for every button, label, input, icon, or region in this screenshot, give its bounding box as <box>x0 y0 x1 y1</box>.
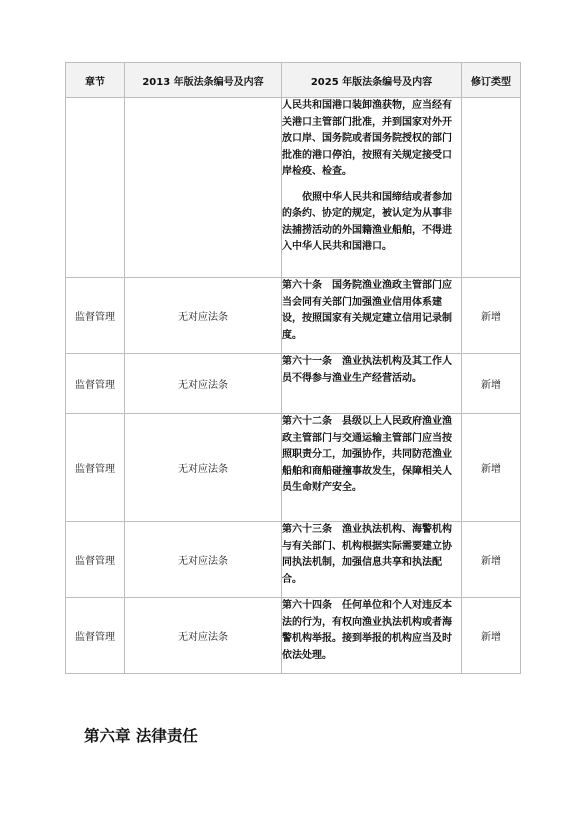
chapter-cell <box>66 98 125 278</box>
old-article-cell <box>125 98 282 278</box>
header-2025-article: 2025 年版法条编号及内容 <box>282 63 462 98</box>
table-row <box>66 98 521 278</box>
article-paragraph: 第六十条 国务院渔业渔政主管部门应当会同有关部门加强渔业信用体系建设，按照国家有关规定建立信用记录制度。 <box>282 280 452 341</box>
header-revision-type: 修订类型 <box>462 63 521 98</box>
table-header-row <box>66 63 521 98</box>
old-article-cell: 无对应法条 <box>125 598 282 674</box>
new-article-cell <box>282 278 462 354</box>
article-paragraph: 第六十四条 任何单位和个人对违反本法的行为，有权向渔业执法机构或者海警机构举报。接到举报的机构应当及时依法处理。 <box>282 600 452 661</box>
old-article-cell: 无对应法条 <box>125 522 282 598</box>
comparison-table <box>65 62 521 674</box>
header-chapter: 章节 <box>66 63 125 98</box>
article-paragraph: 人民共和国港口装卸渔获物，应当经有关港口主管部门批准，并到国家对外开放口岸、国务院或者国务院授权的部门批准的港口停泊，按照有关规定接受口岸检疫、检查。 <box>282 100 452 177</box>
chapter-heading: 第六章 法律责任 <box>84 727 198 745</box>
article-paragraph: 依照中华人民共和国缔结或者参加的条约、协定的规定，被认定为从事非法捕捞活动的外国籍渔业船舶，不得进入中华人民共和国港口。 <box>282 191 452 252</box>
revision-type-cell: 新增 <box>462 598 521 674</box>
table-row <box>66 414 521 522</box>
chapter-cell: 监督管理 <box>66 522 125 598</box>
table-row <box>66 354 521 414</box>
chapter-cell: 监督管理 <box>66 598 125 674</box>
chapter-cell: 监督管理 <box>66 278 125 354</box>
old-article-cell: 无对应法条 <box>125 354 282 414</box>
revision-type-cell <box>462 98 521 278</box>
revision-type-cell: 新增 <box>462 278 521 354</box>
new-article-cell <box>282 414 462 522</box>
table-row <box>66 522 521 598</box>
revision-type-cell: 新增 <box>462 522 521 598</box>
article-paragraph: 第六十二条 县级以上人民政府渔业渔政主管部门与交通运输主管部门应当按照职责分工，加强协作，共同防范渔业船舶和商船碰撞事故发生，保障相关人员生命财产安全。 <box>282 416 452 493</box>
old-article-cell: 无对应法条 <box>125 278 282 354</box>
header-2013-article: 2013 年版法条编号及内容 <box>125 63 282 98</box>
chapter-cell: 监督管理 <box>66 354 125 414</box>
table-row <box>66 598 521 674</box>
old-article-cell: 无对应法条 <box>125 414 282 522</box>
new-article-cell <box>282 354 462 414</box>
table-row <box>66 278 521 354</box>
new-article-cell <box>282 522 462 598</box>
chapter-cell: 监督管理 <box>66 414 125 522</box>
new-article-cell <box>282 98 462 278</box>
revision-type-cell: 新增 <box>462 414 521 522</box>
revision-type-cell: 新增 <box>462 354 521 414</box>
article-paragraph: 第六十三条 渔业执法机构、海警机构与有关部门、机构根据实际需要建立协同执法机制，加强信息共享和执法配合。 <box>282 524 452 585</box>
new-article-cell <box>282 598 462 674</box>
article-paragraph: 第六十一条 渔业执法机构及其工作人员不得参与渔业生产经营活动。 <box>282 356 452 384</box>
